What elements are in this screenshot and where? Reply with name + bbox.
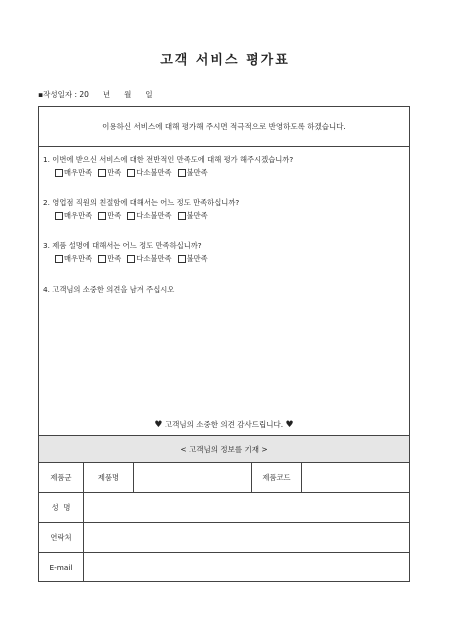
question-1-text: 1. 이번에 받으신 서비스에 대한 전반적인 만족도에 대해 평가 해주시겠습니까? — [43, 155, 294, 164]
question-4-text: 4. 고객님의 소중한 의견을 남겨 주십시오 — [43, 285, 175, 294]
checkbox-icon — [127, 212, 135, 220]
option-checkbox[interactable] — [98, 166, 121, 179]
name-label: 성 명 — [51, 502, 71, 512]
name-field[interactable] — [83, 493, 409, 522]
checkbox-icon — [55, 255, 63, 263]
checkbox-icon — [178, 255, 186, 263]
question-2-options — [55, 209, 239, 222]
option-checkbox[interactable] — [127, 166, 171, 179]
checkbox-icon — [98, 169, 106, 177]
option-label: 다소불만족 — [136, 254, 172, 263]
product-code-field[interactable] — [301, 463, 409, 492]
product-group-label: 제품군 — [50, 472, 72, 482]
product-code-label: 제품코드 — [251, 463, 301, 492]
contact-field[interactable] — [83, 523, 409, 552]
thanks-message — [39, 419, 409, 430]
checkbox-icon — [55, 169, 63, 177]
checkbox-icon — [127, 169, 135, 177]
option-label: 다소불만족 — [136, 211, 172, 220]
product-row — [39, 463, 409, 493]
email-row — [39, 553, 409, 581]
email-field[interactable] — [83, 553, 409, 581]
option-checkbox[interactable] — [127, 209, 171, 222]
option-checkbox[interactable] — [55, 209, 92, 222]
option-label: 매우만족 — [64, 254, 93, 263]
option-checkbox[interactable] — [98, 209, 121, 222]
date-label: ▪작성일자 : 20 — [38, 90, 89, 99]
question-2 — [43, 196, 239, 222]
product-name-field[interactable] — [133, 463, 251, 492]
checkbox-icon — [178, 169, 186, 177]
heart-icon: ♥ — [285, 420, 294, 430]
option-label: 만족 — [107, 254, 122, 263]
checkbox-icon — [98, 212, 106, 220]
name-row — [39, 493, 409, 523]
question-2-text: 2. 영업점 직원의 친절함에 대해서는 어느 정도 만족하십니까? — [43, 198, 240, 207]
option-checkbox[interactable] — [178, 166, 208, 179]
form-title: 고객 서비스 평가표 — [160, 53, 290, 68]
contact-label: 연락처 — [50, 532, 72, 542]
question-3-text: 3. 제품 설명에 대해서는 어느 정도 만족하십니까? — [43, 241, 202, 250]
option-label: 불만족 — [186, 211, 208, 220]
opinion-area[interactable] — [43, 299, 405, 413]
email-label: E-mail — [49, 562, 73, 572]
thanks-text: 고객님의 소중한 의견 감사드립니다. — [164, 420, 284, 429]
checkbox-icon — [98, 255, 106, 263]
option-checkbox[interactable] — [55, 166, 92, 179]
question-4 — [43, 283, 174, 296]
question-1-options — [55, 166, 293, 179]
date-month-label: 월 — [124, 90, 132, 99]
option-label: 매우만족 — [64, 168, 93, 177]
product-name-label: 제품명 — [83, 463, 133, 492]
option-label: 다소불만족 — [136, 168, 172, 177]
option-checkbox[interactable] — [178, 252, 208, 265]
survey-form — [38, 106, 410, 582]
option-label: 만족 — [107, 168, 122, 177]
checkbox-icon — [55, 212, 63, 220]
date-day-label: 일 — [145, 90, 153, 99]
question-3-options — [55, 252, 208, 265]
date-line — [38, 89, 167, 100]
intro-text: 이용하신 서비스에 대해 평가해 주시면 적극적으로 반영하도록 하겠습니다. — [39, 107, 409, 147]
info-section-header: < 고객님의 정보를 기재 > — [39, 435, 409, 463]
option-checkbox[interactable] — [178, 209, 208, 222]
option-label: 불만족 — [186, 168, 208, 177]
option-checkbox[interactable] — [127, 252, 171, 265]
checkbox-icon — [127, 255, 135, 263]
heart-icon: ♥ — [154, 420, 163, 430]
question-1 — [43, 153, 293, 179]
option-label: 불만족 — [186, 254, 208, 263]
option-checkbox[interactable] — [98, 252, 121, 265]
date-year-label: 년 — [102, 90, 111, 99]
checkbox-icon — [178, 212, 186, 220]
option-label: 만족 — [107, 211, 122, 220]
option-label: 매우만족 — [64, 211, 93, 220]
option-checkbox[interactable] — [55, 252, 92, 265]
contact-row — [39, 523, 409, 553]
question-3 — [43, 239, 208, 265]
